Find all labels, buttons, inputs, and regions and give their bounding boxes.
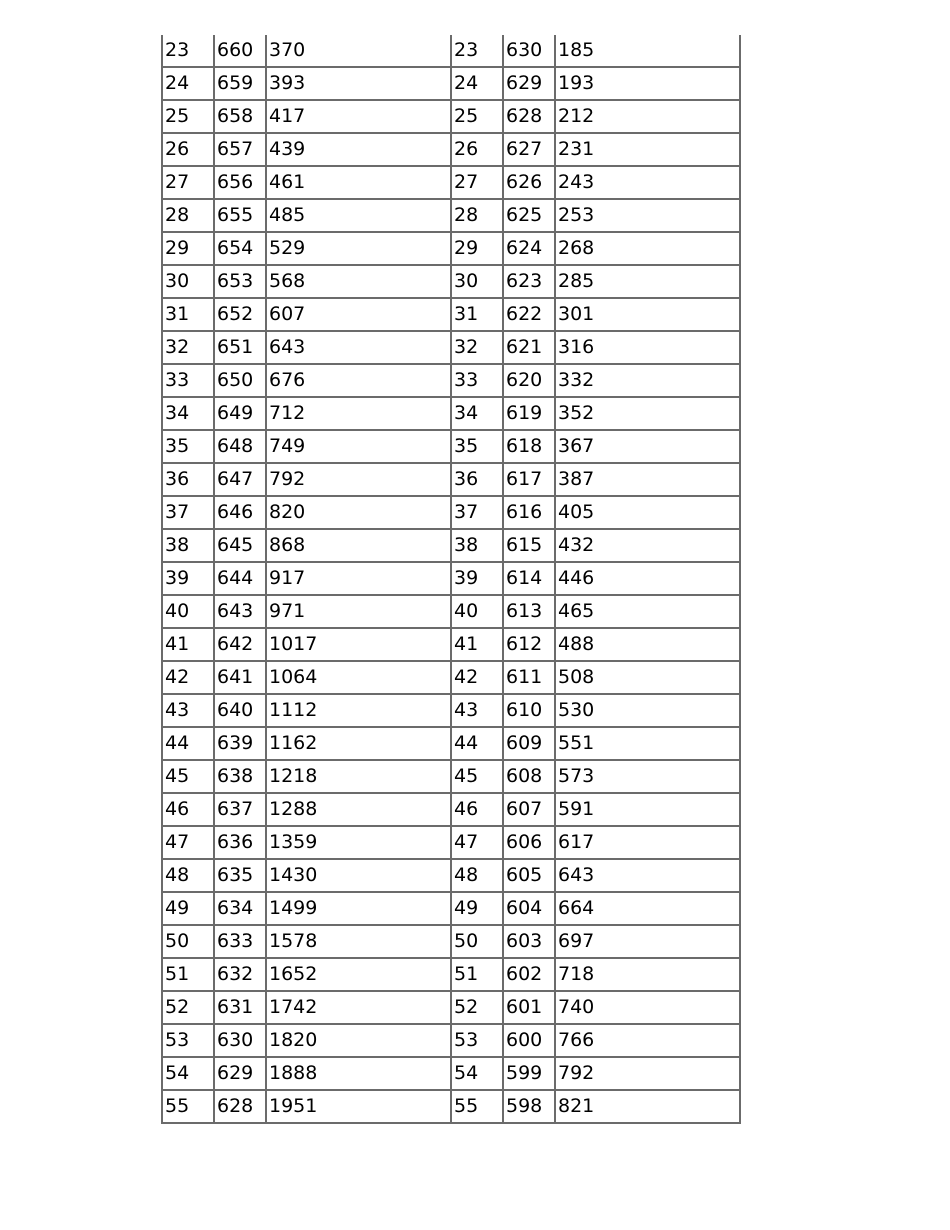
- right-rank-cell: 792: [555, 1057, 740, 1090]
- left-score-cell: 656: [214, 166, 266, 199]
- left-number-cell: 30: [162, 265, 214, 298]
- left-rank-cell: 1820: [266, 1024, 451, 1057]
- right-score-cell: 616: [503, 496, 555, 529]
- left-number-cell: 27: [162, 166, 214, 199]
- right-number-cell: 37: [451, 496, 503, 529]
- left-number-cell: 52: [162, 991, 214, 1024]
- right-rank-cell: 740: [555, 991, 740, 1024]
- table-row: [162, 67, 740, 100]
- right-score-cell: 618: [503, 430, 555, 463]
- left-score-cell: 646: [214, 496, 266, 529]
- table-row: [162, 991, 740, 1024]
- right-rank-cell: 465: [555, 595, 740, 628]
- right-score-cell: 611: [503, 661, 555, 694]
- left-score-cell: 647: [214, 463, 266, 496]
- left-number-cell: 31: [162, 298, 214, 331]
- table-row: [162, 265, 740, 298]
- left-rank-cell: 792: [266, 463, 451, 496]
- right-number-cell: 52: [451, 991, 503, 1024]
- right-number-cell: 24: [451, 67, 503, 100]
- right-number-cell: 23: [451, 35, 503, 67]
- right-number-cell: 53: [451, 1024, 503, 1057]
- left-number-cell: 37: [162, 496, 214, 529]
- right-rank-cell: 285: [555, 265, 740, 298]
- right-score-cell: 626: [503, 166, 555, 199]
- left-rank-cell: 917: [266, 562, 451, 595]
- table-row: [162, 661, 740, 694]
- right-rank-cell: 432: [555, 529, 740, 562]
- right-number-cell: 50: [451, 925, 503, 958]
- left-score-cell: 629: [214, 1057, 266, 1090]
- left-rank-cell: 712: [266, 397, 451, 430]
- left-rank-cell: 1288: [266, 793, 451, 826]
- table-row: [162, 463, 740, 496]
- right-number-cell: 26: [451, 133, 503, 166]
- right-number-cell: 55: [451, 1090, 503, 1123]
- table-row: [162, 199, 740, 232]
- left-rank-cell: 676: [266, 364, 451, 397]
- right-score-cell: 602: [503, 958, 555, 991]
- left-rank-cell: 529: [266, 232, 451, 265]
- left-number-cell: 44: [162, 727, 214, 760]
- table-row: [162, 628, 740, 661]
- right-score-cell: 604: [503, 892, 555, 925]
- left-score-cell: 645: [214, 529, 266, 562]
- left-rank-cell: 1742: [266, 991, 451, 1024]
- right-rank-cell: 664: [555, 892, 740, 925]
- left-number-cell: 42: [162, 661, 214, 694]
- right-number-cell: 48: [451, 859, 503, 892]
- right-number-cell: 25: [451, 100, 503, 133]
- right-score-cell: 617: [503, 463, 555, 496]
- left-rank-cell: 1218: [266, 760, 451, 793]
- table-row: [162, 925, 740, 958]
- right-rank-cell: 243: [555, 166, 740, 199]
- right-rank-cell: 508: [555, 661, 740, 694]
- left-number-cell: 45: [162, 760, 214, 793]
- right-rank-cell: 301: [555, 298, 740, 331]
- left-rank-cell: 1951: [266, 1090, 451, 1123]
- left-score-cell: 651: [214, 331, 266, 364]
- left-score-cell: 653: [214, 265, 266, 298]
- right-score-cell: 620: [503, 364, 555, 397]
- table-row: [162, 133, 740, 166]
- left-rank-cell: 643: [266, 331, 451, 364]
- left-rank-cell: 1888: [266, 1057, 451, 1090]
- right-score-cell: 614: [503, 562, 555, 595]
- table-row: [162, 496, 740, 529]
- right-rank-cell: 821: [555, 1090, 740, 1123]
- left-rank-cell: 439: [266, 133, 451, 166]
- left-rank-cell: 1430: [266, 859, 451, 892]
- right-number-cell: 35: [451, 430, 503, 463]
- right-rank-cell: 551: [555, 727, 740, 760]
- table-row: [162, 298, 740, 331]
- right-rank-cell: 530: [555, 694, 740, 727]
- right-score-cell: 599: [503, 1057, 555, 1090]
- right-score-cell: 623: [503, 265, 555, 298]
- right-rank-cell: 268: [555, 232, 740, 265]
- left-score-cell: 643: [214, 595, 266, 628]
- left-number-cell: 34: [162, 397, 214, 430]
- table-row: [162, 430, 740, 463]
- right-score-cell: 600: [503, 1024, 555, 1057]
- right-score-cell: 615: [503, 529, 555, 562]
- right-score-cell: 598: [503, 1090, 555, 1123]
- left-rank-cell: 461: [266, 166, 451, 199]
- right-rank-cell: 332: [555, 364, 740, 397]
- left-score-cell: 649: [214, 397, 266, 430]
- left-score-cell: 630: [214, 1024, 266, 1057]
- right-number-cell: 39: [451, 562, 503, 595]
- score-rank-table: [161, 35, 741, 1124]
- table-row: [162, 1057, 740, 1090]
- left-rank-cell: 1064: [266, 661, 451, 694]
- left-number-cell: 36: [162, 463, 214, 496]
- table-row: [162, 595, 740, 628]
- right-number-cell: 33: [451, 364, 503, 397]
- right-rank-cell: 231: [555, 133, 740, 166]
- left-number-cell: 32: [162, 331, 214, 364]
- table-row: [162, 760, 740, 793]
- table-row: [162, 727, 740, 760]
- right-rank-cell: 591: [555, 793, 740, 826]
- right-rank-cell: 617: [555, 826, 740, 859]
- right-score-cell: 606: [503, 826, 555, 859]
- left-score-cell: 659: [214, 67, 266, 100]
- right-score-cell: 607: [503, 793, 555, 826]
- table-row: [162, 793, 740, 826]
- right-rank-cell: 193: [555, 67, 740, 100]
- right-number-cell: 45: [451, 760, 503, 793]
- left-score-cell: 642: [214, 628, 266, 661]
- right-score-cell: 601: [503, 991, 555, 1024]
- left-number-cell: 50: [162, 925, 214, 958]
- table-row: [162, 562, 740, 595]
- right-rank-cell: 718: [555, 958, 740, 991]
- right-rank-cell: 643: [555, 859, 740, 892]
- left-number-cell: 40: [162, 595, 214, 628]
- right-score-cell: 621: [503, 331, 555, 364]
- right-number-cell: 38: [451, 529, 503, 562]
- left-number-cell: 35: [162, 430, 214, 463]
- left-rank-cell: 417: [266, 100, 451, 133]
- left-number-cell: 29: [162, 232, 214, 265]
- left-rank-cell: 1162: [266, 727, 451, 760]
- right-score-cell: 629: [503, 67, 555, 100]
- left-score-cell: 660: [214, 35, 266, 67]
- left-number-cell: 49: [162, 892, 214, 925]
- right-score-cell: 630: [503, 35, 555, 67]
- table-row: [162, 100, 740, 133]
- table-row: [162, 1090, 740, 1123]
- right-number-cell: 49: [451, 892, 503, 925]
- table-row: [162, 35, 740, 67]
- left-score-cell: 633: [214, 925, 266, 958]
- right-number-cell: 54: [451, 1057, 503, 1090]
- table-body: [162, 35, 740, 1123]
- right-number-cell: 46: [451, 793, 503, 826]
- left-rank-cell: 568: [266, 265, 451, 298]
- left-rank-cell: 1578: [266, 925, 451, 958]
- table-row: [162, 826, 740, 859]
- left-score-cell: 636: [214, 826, 266, 859]
- right-rank-cell: 212: [555, 100, 740, 133]
- right-number-cell: 51: [451, 958, 503, 991]
- left-rank-cell: 749: [266, 430, 451, 463]
- table-row: [162, 958, 740, 991]
- table-row: [162, 694, 740, 727]
- right-number-cell: 42: [451, 661, 503, 694]
- left-rank-cell: 971: [266, 595, 451, 628]
- right-number-cell: 44: [451, 727, 503, 760]
- right-score-cell: 609: [503, 727, 555, 760]
- right-number-cell: 27: [451, 166, 503, 199]
- left-score-cell: 655: [214, 199, 266, 232]
- right-rank-cell: 446: [555, 562, 740, 595]
- right-number-cell: 34: [451, 397, 503, 430]
- left-score-cell: 639: [214, 727, 266, 760]
- right-number-cell: 29: [451, 232, 503, 265]
- table-row: [162, 1024, 740, 1057]
- left-score-cell: 628: [214, 1090, 266, 1123]
- right-rank-cell: 185: [555, 35, 740, 67]
- left-rank-cell: 868: [266, 529, 451, 562]
- left-score-cell: 638: [214, 760, 266, 793]
- left-number-cell: 53: [162, 1024, 214, 1057]
- right-score-cell: 610: [503, 694, 555, 727]
- table-row: [162, 397, 740, 430]
- right-score-cell: 603: [503, 925, 555, 958]
- right-score-cell: 612: [503, 628, 555, 661]
- left-rank-cell: 1017: [266, 628, 451, 661]
- right-rank-cell: 367: [555, 430, 740, 463]
- right-score-cell: 627: [503, 133, 555, 166]
- left-rank-cell: 1112: [266, 694, 451, 727]
- right-number-cell: 43: [451, 694, 503, 727]
- left-rank-cell: 820: [266, 496, 451, 529]
- right-rank-cell: 387: [555, 463, 740, 496]
- right-number-cell: 32: [451, 331, 503, 364]
- right-score-cell: 605: [503, 859, 555, 892]
- right-rank-cell: 573: [555, 760, 740, 793]
- right-number-cell: 30: [451, 265, 503, 298]
- left-number-cell: 48: [162, 859, 214, 892]
- right-score-cell: 613: [503, 595, 555, 628]
- left-score-cell: 637: [214, 793, 266, 826]
- left-score-cell: 650: [214, 364, 266, 397]
- left-number-cell: 26: [162, 133, 214, 166]
- left-rank-cell: 1359: [266, 826, 451, 859]
- left-score-cell: 654: [214, 232, 266, 265]
- left-score-cell: 648: [214, 430, 266, 463]
- left-score-cell: 635: [214, 859, 266, 892]
- left-score-cell: 644: [214, 562, 266, 595]
- table-row: [162, 232, 740, 265]
- left-number-cell: 39: [162, 562, 214, 595]
- left-rank-cell: 1652: [266, 958, 451, 991]
- left-rank-cell: 370: [266, 35, 451, 67]
- left-score-cell: 640: [214, 694, 266, 727]
- left-number-cell: 46: [162, 793, 214, 826]
- left-number-cell: 55: [162, 1090, 214, 1123]
- right-score-cell: 619: [503, 397, 555, 430]
- right-score-cell: 608: [503, 760, 555, 793]
- right-score-cell: 628: [503, 100, 555, 133]
- left-number-cell: 54: [162, 1057, 214, 1090]
- left-number-cell: 41: [162, 628, 214, 661]
- right-number-cell: 47: [451, 826, 503, 859]
- left-score-cell: 631: [214, 991, 266, 1024]
- left-number-cell: 24: [162, 67, 214, 100]
- left-number-cell: 33: [162, 364, 214, 397]
- left-score-cell: 634: [214, 892, 266, 925]
- table-row: [162, 529, 740, 562]
- right-rank-cell: 316: [555, 331, 740, 364]
- right-score-cell: 625: [503, 199, 555, 232]
- right-number-cell: 36: [451, 463, 503, 496]
- table-row: [162, 331, 740, 364]
- left-number-cell: 23: [162, 35, 214, 67]
- left-rank-cell: 1499: [266, 892, 451, 925]
- left-number-cell: 25: [162, 100, 214, 133]
- right-rank-cell: 697: [555, 925, 740, 958]
- left-number-cell: 43: [162, 694, 214, 727]
- right-score-cell: 624: [503, 232, 555, 265]
- left-rank-cell: 393: [266, 67, 451, 100]
- right-score-cell: 622: [503, 298, 555, 331]
- right-rank-cell: 488: [555, 628, 740, 661]
- left-rank-cell: 607: [266, 298, 451, 331]
- left-number-cell: 28: [162, 199, 214, 232]
- right-number-cell: 28: [451, 199, 503, 232]
- right-rank-cell: 766: [555, 1024, 740, 1057]
- left-rank-cell: 485: [266, 199, 451, 232]
- right-rank-cell: 352: [555, 397, 740, 430]
- table-row: [162, 364, 740, 397]
- left-score-cell: 658: [214, 100, 266, 133]
- left-number-cell: 51: [162, 958, 214, 991]
- right-number-cell: 41: [451, 628, 503, 661]
- table-row: [162, 892, 740, 925]
- left-score-cell: 652: [214, 298, 266, 331]
- left-number-cell: 38: [162, 529, 214, 562]
- left-score-cell: 632: [214, 958, 266, 991]
- right-number-cell: 40: [451, 595, 503, 628]
- right-rank-cell: 405: [555, 496, 740, 529]
- left-score-cell: 641: [214, 661, 266, 694]
- left-score-cell: 657: [214, 133, 266, 166]
- table-row: [162, 859, 740, 892]
- right-number-cell: 31: [451, 298, 503, 331]
- left-number-cell: 47: [162, 826, 214, 859]
- right-rank-cell: 253: [555, 199, 740, 232]
- table-row: [162, 166, 740, 199]
